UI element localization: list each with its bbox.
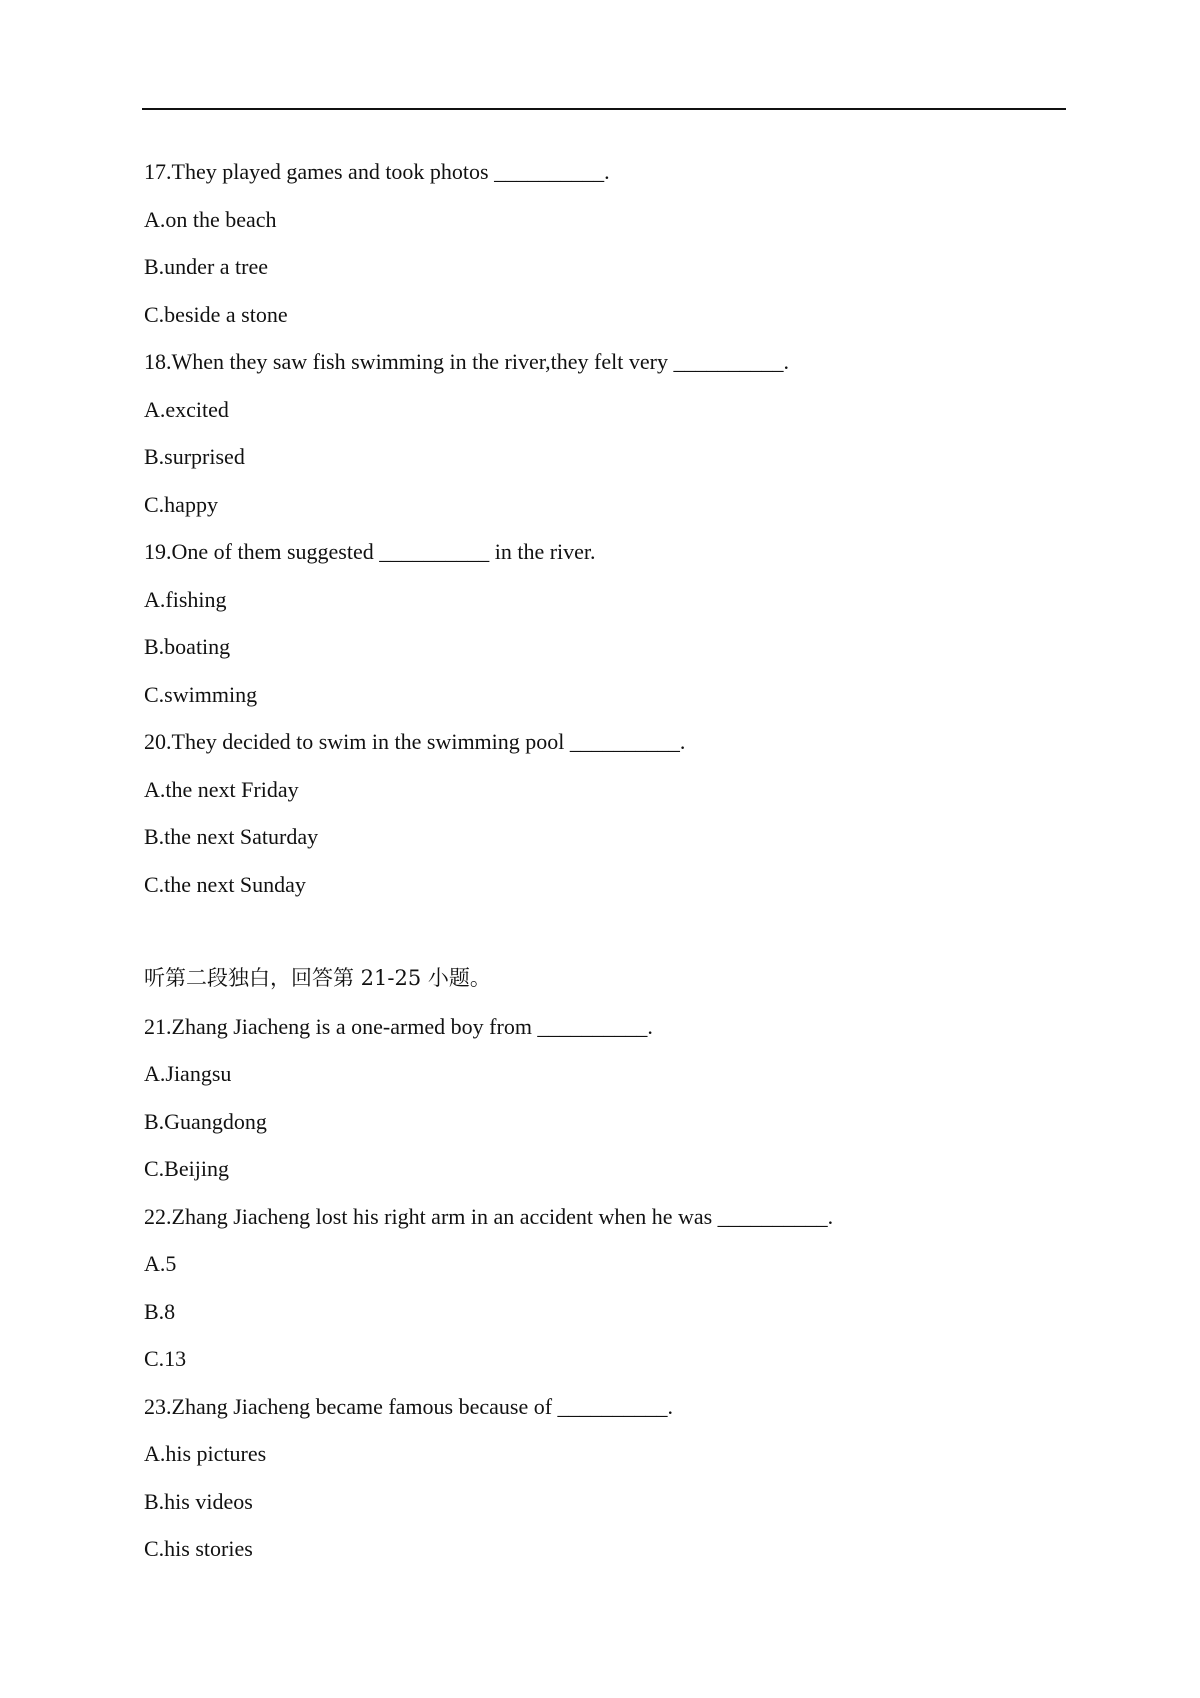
question-22 [144,1193,1064,1383]
question-21 [144,1003,1064,1193]
option-b: B.8 [144,1298,176,1324]
option-c: C.his stories [144,1536,253,1561]
option-b: B.surprised [144,444,245,469]
option-a: A.fishing [144,586,227,612]
option-a: A.5 [144,1251,177,1276]
option-b: B.his videos [144,1488,253,1514]
option-a: A.the next Friday [144,776,299,802]
option-c: C.happy [144,491,218,517]
question-list [144,148,1064,1573]
option-c: C.Beijing [144,1156,229,1181]
question-stem: 19.One of them suggested __________ in the river. [144,539,596,564]
option-c: C.13 [144,1346,187,1371]
option-b: B.Guangdong [144,1108,267,1134]
question-19 [144,528,1064,718]
question-23 [144,1383,1064,1573]
question-stem: 23.Zhang Jiacheng became famous because of __________. [144,1393,674,1419]
option-c: C.swimming [144,681,258,707]
option-a: A.on the beach [144,206,277,232]
option-a: A.Jiangsu [144,1061,232,1086]
header-rule [142,108,1066,110]
section-gap [144,908,1064,955]
question-20 [144,718,1064,908]
question-stem: 20.They decided to swim in the swimming pool __________. [144,729,686,754]
question-17 [144,148,1064,338]
option-c: C.the next Sunday [144,871,306,897]
option-b: B.the next Saturday [144,824,319,849]
section-heading: 听第二段独白，回答第 21-25 小题。 [144,966,491,990]
question-stem: 18.When they saw fish swimming in the river,they felt very __________. [144,349,789,374]
option-a: A.his pictures [144,1441,267,1466]
question-stem: 22.Zhang Jiacheng lost his right arm in an accident when he was __________. [144,1203,834,1229]
option-b: B.boating [144,634,231,659]
question-stem: 17.They played games and took photos __________. [144,159,610,184]
option-a: A.excited [144,396,229,422]
question-18 [144,338,1064,528]
question-stem: 21.Zhang Jiacheng is a one-armed boy from __________. [144,1013,653,1039]
option-b: B.under a tree [144,254,268,279]
option-c: C.beside a stone [144,301,288,327]
